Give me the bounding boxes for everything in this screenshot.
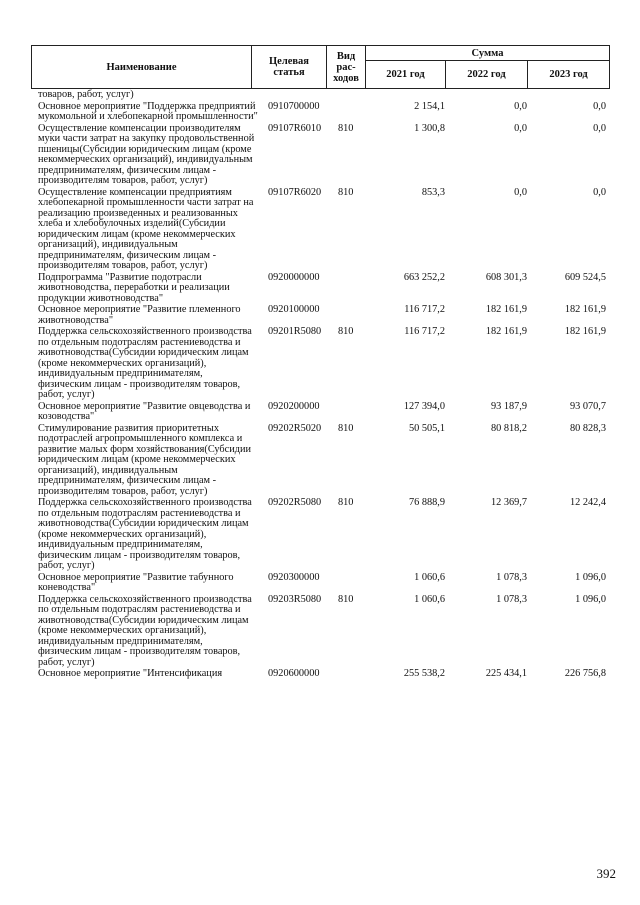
cell-y2021: 76 888,9	[408, 497, 445, 508]
cell-y2021: 853,3	[421, 186, 445, 198]
cell-vid: 810	[338, 122, 354, 134]
cell-name: Основное мероприятие "Поддержка предприятий мукомольной и хлебопекарной промышленности"	[38, 100, 258, 122]
cell-y2022: 182 161,9	[485, 326, 527, 337]
cell-code: 09107R6020	[268, 186, 322, 198]
header-vid: Вид рас- ходов	[327, 46, 366, 89]
cell-y2023: 1 096,0	[575, 593, 606, 605]
cell-code: 09201R5080	[268, 326, 322, 337]
cell-code: 09202R5020	[268, 422, 322, 434]
cell-code: 0920200000	[268, 400, 320, 412]
table-header	[31, 45, 610, 89]
table-row	[31, 326, 609, 401]
header-year-2023: 2023 год	[528, 61, 610, 89]
cell-name: Основное мероприятие "Интенсификация	[38, 668, 223, 679]
table-row	[31, 423, 609, 498]
cell-vid	[338, 272, 368, 305]
cell-y2022: 80 818,2	[490, 422, 527, 434]
table-row	[31, 187, 609, 272]
cell-y2023: 12 242,4	[569, 497, 606, 508]
header-year-2021: 2021 год	[366, 61, 446, 89]
cell-name: Поддержка сельскохозяйственного производства по отдельным подотраслям растениеводства и животноводства(Субсидии юридическим лицам (кроме некоммерческих организаций), индивидуальным предпринимателям, физическим лицам - производителям товаров, работ, услуг)	[38, 326, 252, 400]
cell-code: 09202R5080	[268, 497, 322, 508]
cell-y2022: 608 301,3	[485, 271, 527, 283]
cell-vid: 810	[338, 186, 354, 198]
cell-vid: 810	[338, 593, 354, 605]
cell-vid: 810	[338, 326, 354, 337]
page-number: 392	[596, 866, 616, 881]
cell-y2023: 93 070,7	[569, 400, 606, 412]
cell-y2023: 0,0	[593, 122, 606, 134]
cell-y2021: 127 394,0	[403, 400, 445, 412]
cell-vid	[338, 668, 368, 680]
header-year-2022: 2022 год	[446, 61, 528, 89]
cell-y2022: 182 161,9	[485, 304, 527, 315]
cell-y2022: 93 187,9	[490, 400, 527, 412]
cell-y2021: 255 538,2	[403, 668, 445, 679]
cell-code: 0920000000	[268, 271, 320, 283]
cell-code: 09203R5080	[268, 593, 322, 605]
cell-y2022: 0,0	[514, 122, 527, 134]
cell-y2023: 0,0	[593, 186, 606, 198]
cell-y2022: 225 434,1	[485, 668, 527, 679]
cell-name: Подпрограмма "Развитие подотрасли животноводства, переработки и реализации продукции животноводства"	[38, 271, 230, 304]
table-row	[31, 123, 609, 187]
cell-y2022: 1 078,3	[496, 571, 527, 583]
table-row	[31, 401, 609, 423]
cell-name: Стимулирование развития приоритетных подотраслей агропромышленного комплекса и развитие малых форм хозяйствования(Субсидии юридическим лицам (кроме некоммерческих организаций), индивидуальным предпринимателям, физическим лицам - производителям товаров, работ, услуг)	[38, 422, 252, 497]
table-row	[31, 497, 609, 572]
cell-y2021: 1 300,8	[414, 122, 445, 134]
cell-name: Поддержка сельскохозяйственного производства по отдельным подотраслям растениеводства и животноводства(Субсидии юридическим лицам (кроме некоммерческих организаций), индивидуальным предпринимателям, физическим лицам - производителям товаров, работ, услуг)	[38, 593, 252, 668]
cell-vid	[338, 572, 368, 594]
cell-name: Осуществление компенсации производителям муки части затрат на закупку продовольственной пшеницы(Субсидии юридическим лицам (кроме некоммерческих организаций), индивидуальным предпринимателям, физическим лицам - производителям товаров, работ, услуг)	[38, 122, 255, 186]
cell-y2023: 1 096,0	[575, 571, 606, 583]
table-row	[31, 304, 609, 326]
cell-code: 0910700000	[268, 100, 320, 112]
cell-vid: 810	[338, 422, 354, 434]
cell-name: Основное мероприятие "Развитие табунного коневодства"	[38, 571, 234, 593]
cell-y2023: 0,0	[593, 100, 606, 112]
cell-y2023: 182 161,9	[564, 326, 606, 337]
header-target: Целевая статья	[252, 46, 327, 89]
cell-y2023: 80 828,3	[569, 422, 606, 434]
cell-y2022: 0,0	[514, 186, 527, 198]
header-sum: Сумма	[366, 46, 610, 61]
cell-y2021: 1 060,6	[414, 593, 445, 605]
cell-vid: 810	[338, 497, 354, 508]
cell-code: 0920300000	[268, 571, 320, 583]
table-row	[31, 101, 609, 123]
cell-y2022: 0,0	[514, 100, 527, 112]
cell-vid	[338, 304, 368, 326]
cell-name: Поддержка сельскохозяйственного производства по отдельным подотраслям растениеводства и животноводства(Субсидии юридическим лицам (кроме некоммерческих организаций), индивидуальным предпринимателям, физическим лицам - производителям товаров, работ, услуг)	[38, 497, 252, 571]
cell-vid	[338, 401, 368, 423]
cell-name: Основное мероприятие "Развитие племенного животноводства"	[38, 304, 241, 326]
header-name: Наименование	[32, 46, 252, 89]
table-row	[31, 594, 609, 669]
cell-y2023: 609 524,5	[564, 271, 606, 283]
table-row	[31, 272, 609, 305]
cell-y2021: 663 252,2	[403, 271, 445, 283]
cell-y2021: 1 060,6	[414, 571, 445, 583]
table-row	[31, 668, 609, 680]
cell-name: Осуществление компенсации предприятиям хлебопекарной промышленности части затрат на реализацию произведенных и реализованных хлеба и хлебобулочных изделий(Субсидии юридическим лицам (кроме некоммерческих организаций), индивидуальным предпринимателям, физическим лицам - производителям товаров, работ, услуг)	[38, 186, 254, 271]
cell-code: 09107R6010	[268, 122, 322, 134]
carry-over-text: товаров, работ, услуг)	[38, 89, 134, 100]
cell-vid	[338, 101, 368, 123]
cell-y2022: 1 078,3	[496, 593, 527, 605]
cell-y2023: 182 161,9	[564, 304, 606, 315]
cell-y2022: 12 369,7	[490, 497, 527, 508]
table-row	[31, 572, 609, 594]
cell-y2021: 50 505,1	[408, 422, 445, 434]
cell-y2021: 116 717,2	[404, 304, 445, 315]
cell-y2021: 116 717,2	[404, 326, 445, 337]
cell-y2023: 226 756,8	[564, 668, 606, 679]
cell-y2021: 2 154,1	[414, 100, 445, 112]
budget-table	[31, 90, 609, 680]
cell-code: 0920600000	[268, 668, 320, 679]
cell-name: Основное мероприятие "Развитие овцеводства и козоводства"	[38, 400, 251, 422]
cell-code: 0920100000	[268, 304, 320, 315]
